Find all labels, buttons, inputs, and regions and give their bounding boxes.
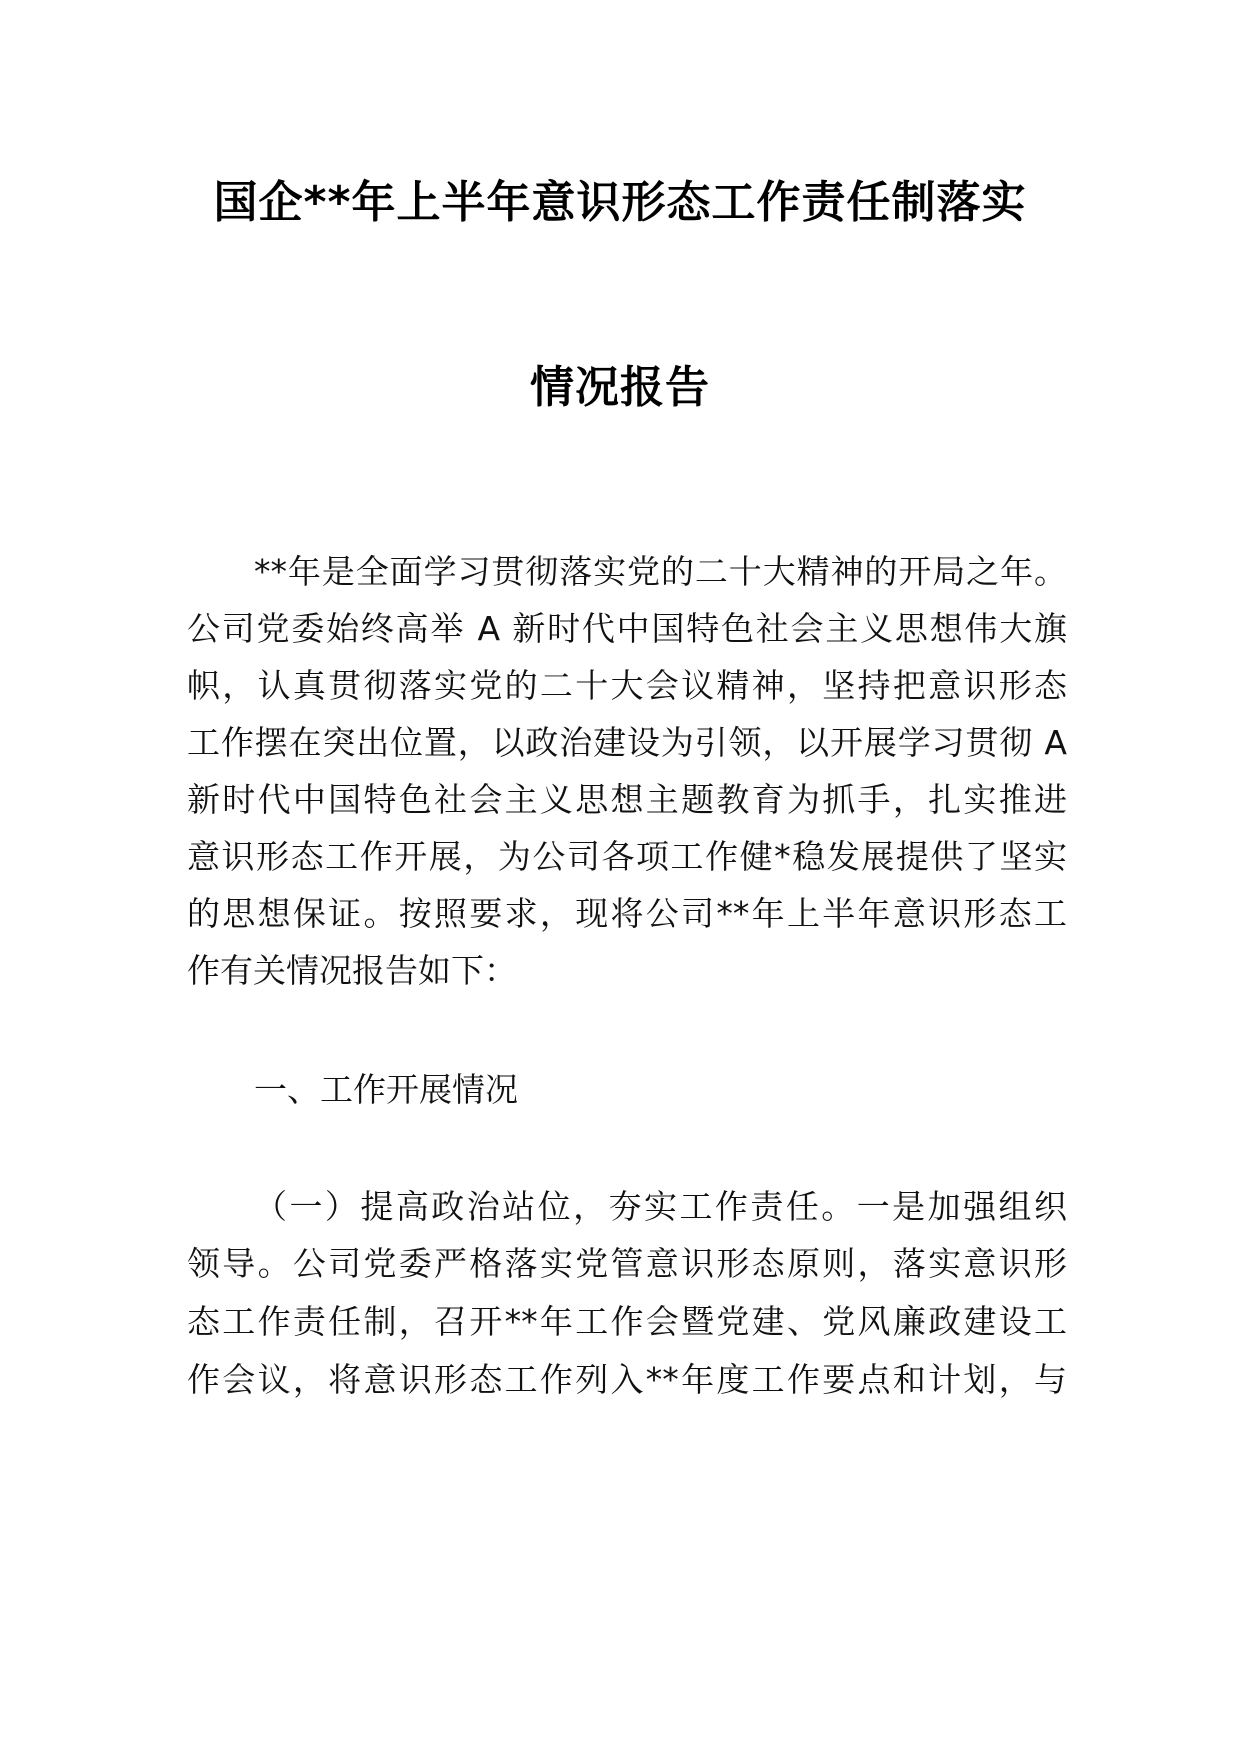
document-title-line-2: 情况报告 bbox=[530, 362, 710, 413]
paragraph-1-line-7: 的思想保证。按照要求，现将公司**年上半年意识形态工 bbox=[187, 894, 1067, 933]
paragraph-2-line-2: 领导。公司党委严格落实党管意识形态原则，落实意识形 bbox=[187, 1244, 1067, 1283]
section-heading-1: 一、工作开展情况 bbox=[254, 1070, 518, 1109]
paragraph-1-line-2: 公司党委始终高举 A 新时代中国特色社会主义思想伟大旗 bbox=[187, 609, 1067, 648]
paragraph-2-line-3: 态工作责任制，召开**年工作会暨党建、党风廉政建设工 bbox=[187, 1302, 1067, 1341]
paragraph-2-line-1: （一）提高政治站位，夯实工作责任。一是加强组织 bbox=[254, 1187, 1067, 1226]
paragraph-1-line-8: 作有关情况报告如下： bbox=[187, 951, 517, 990]
paragraph-1-line-6: 意识形态工作开展，为公司各项工作健*稳发展提供了坚实 bbox=[187, 837, 1067, 876]
paragraph-2-line-4: 作会议，将意识形态工作列入**年度工作要点和计划，与 bbox=[187, 1360, 1067, 1399]
paragraph-1-line-4: 工作摆在突出位置，以政治建设为引领，以开展学习贯彻 A bbox=[187, 723, 1067, 762]
paragraph-1-line-3: 帜，认真贯彻落实党的二十大会议精神，坚持把意识形态 bbox=[187, 666, 1067, 705]
paragraph-1-line-5: 新时代中国特色社会主义思想主题教育为抓手，扎实推进 bbox=[187, 780, 1067, 819]
document-title-line-1: 国企**年上半年意识形态工作责任制落实 bbox=[213, 177, 1027, 228]
paragraph-1-line-1: **年是全面学习贯彻落实党的二十大精神的开局之年。 bbox=[254, 552, 1067, 591]
